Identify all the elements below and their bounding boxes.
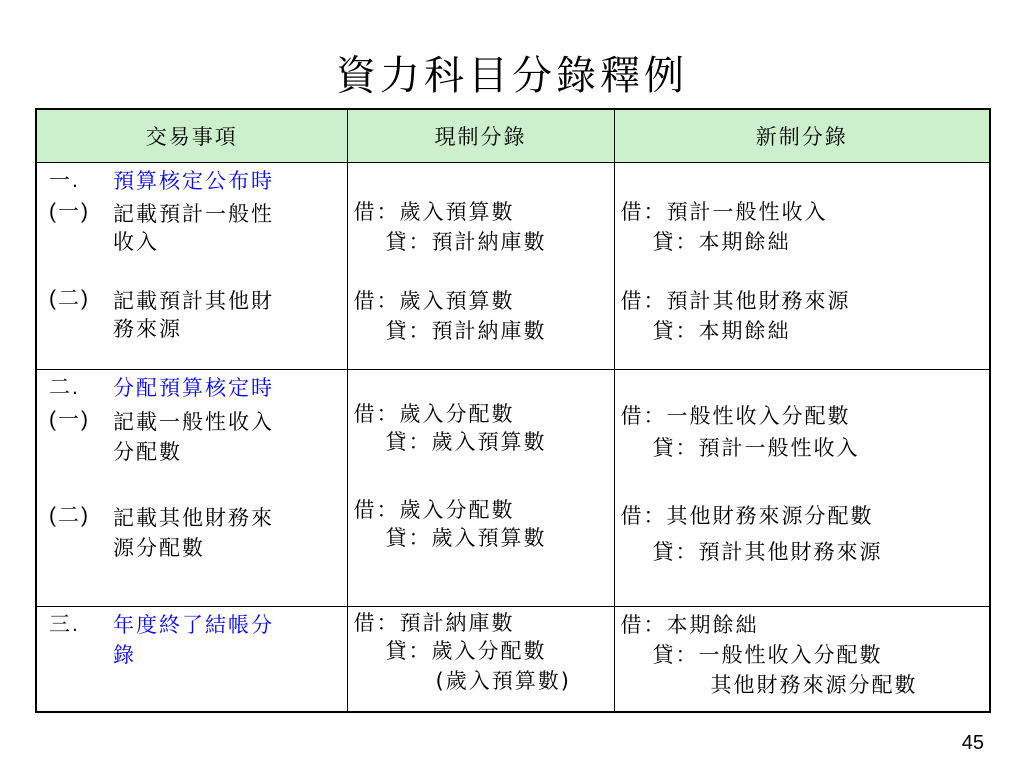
current-entry-cell — [347, 370, 614, 607]
table-row — [36, 607, 990, 712]
credit-line: 其他財務來源分配數 — [710, 673, 918, 697]
row-number: 一. — [49, 169, 80, 192]
current-entry-cell — [347, 163, 614, 370]
credit-line: 貸：預計納庫數 — [385, 230, 547, 254]
current-entry-cell — [347, 607, 614, 712]
debit-line: 借：預計其他財務來源 — [620, 289, 851, 313]
event-text: 收入 — [113, 230, 159, 254]
event-text: 分配數 — [113, 440, 182, 464]
credit-line: 貸：歲入分配數 — [385, 639, 547, 663]
debit-line: 借：歲入分配數 — [353, 498, 515, 522]
debit-line: 借：歲入預算數 — [353, 289, 515, 313]
debit-line: 借：其他財務來源分配數 — [620, 504, 874, 528]
credit-line: 貸：本期餘絀 — [652, 319, 791, 343]
sub-number: (一) — [49, 200, 90, 223]
header-current: 現制分錄 — [347, 109, 614, 163]
debit-line: 借：本期餘絀 — [620, 613, 759, 637]
header-new: 新制分錄 — [614, 109, 990, 163]
event-cell — [36, 607, 347, 712]
row-number: 二. — [49, 376, 80, 399]
event-cell — [36, 163, 347, 370]
credit-line: 貸：預計其他財務來源 — [652, 540, 883, 564]
event-text: 記載預計其他財 — [113, 289, 274, 313]
credit-line: 貸：歲入預算數 — [385, 526, 547, 550]
event-heading: 預算核定公布時 — [113, 169, 274, 193]
credit-line: 貸：歲入預算數 — [385, 430, 547, 454]
credit-line: 貸：預計納庫數 — [385, 319, 547, 343]
debit-line: 借：歲入分配數 — [353, 402, 515, 426]
sub-number: (一) — [49, 408, 90, 431]
event-text: 記載其他財務來 — [113, 506, 274, 530]
sub-number: (二) — [49, 287, 90, 310]
credit-line: 貸：一般性收入分配數 — [652, 643, 883, 667]
event-heading: 錄 — [113, 643, 136, 667]
event-heading: 分配預算核定時 — [113, 376, 274, 400]
table-row — [36, 163, 990, 370]
debit-line: 借：一般性收入分配數 — [620, 404, 851, 428]
row-number: 三. — [49, 613, 80, 636]
debit-line: 借：預計一般性收入 — [620, 200, 828, 224]
page-number: 45 — [961, 732, 984, 754]
table-row — [36, 370, 990, 607]
new-entry-cell — [614, 607, 990, 712]
debit-line: 借：歲入預算數 — [353, 200, 515, 224]
event-heading: 年度終了結帳分 — [113, 613, 274, 637]
page-title: 資力科目分錄釋例 — [336, 53, 688, 99]
event-text: 源分配數 — [113, 536, 205, 560]
event-text: 記載一般性收入 — [113, 410, 274, 434]
debit-line: 借：預計納庫數 — [353, 611, 515, 635]
event-text: 記載預計一般性 — [113, 202, 274, 226]
sub-number: (二) — [49, 504, 90, 527]
header-row — [36, 109, 990, 163]
event-cell — [36, 370, 347, 607]
journal-entry-table — [35, 108, 991, 713]
credit-line: 貸：本期餘絀 — [652, 230, 791, 254]
new-entry-cell — [614, 163, 990, 370]
event-text: 務來源 — [113, 317, 182, 341]
credit-note: (歲入預算數) — [435, 669, 571, 693]
header-event: 交易事項 — [36, 109, 347, 163]
credit-line: 貸：預計一般性收入 — [652, 436, 860, 460]
new-entry-cell — [614, 370, 990, 607]
